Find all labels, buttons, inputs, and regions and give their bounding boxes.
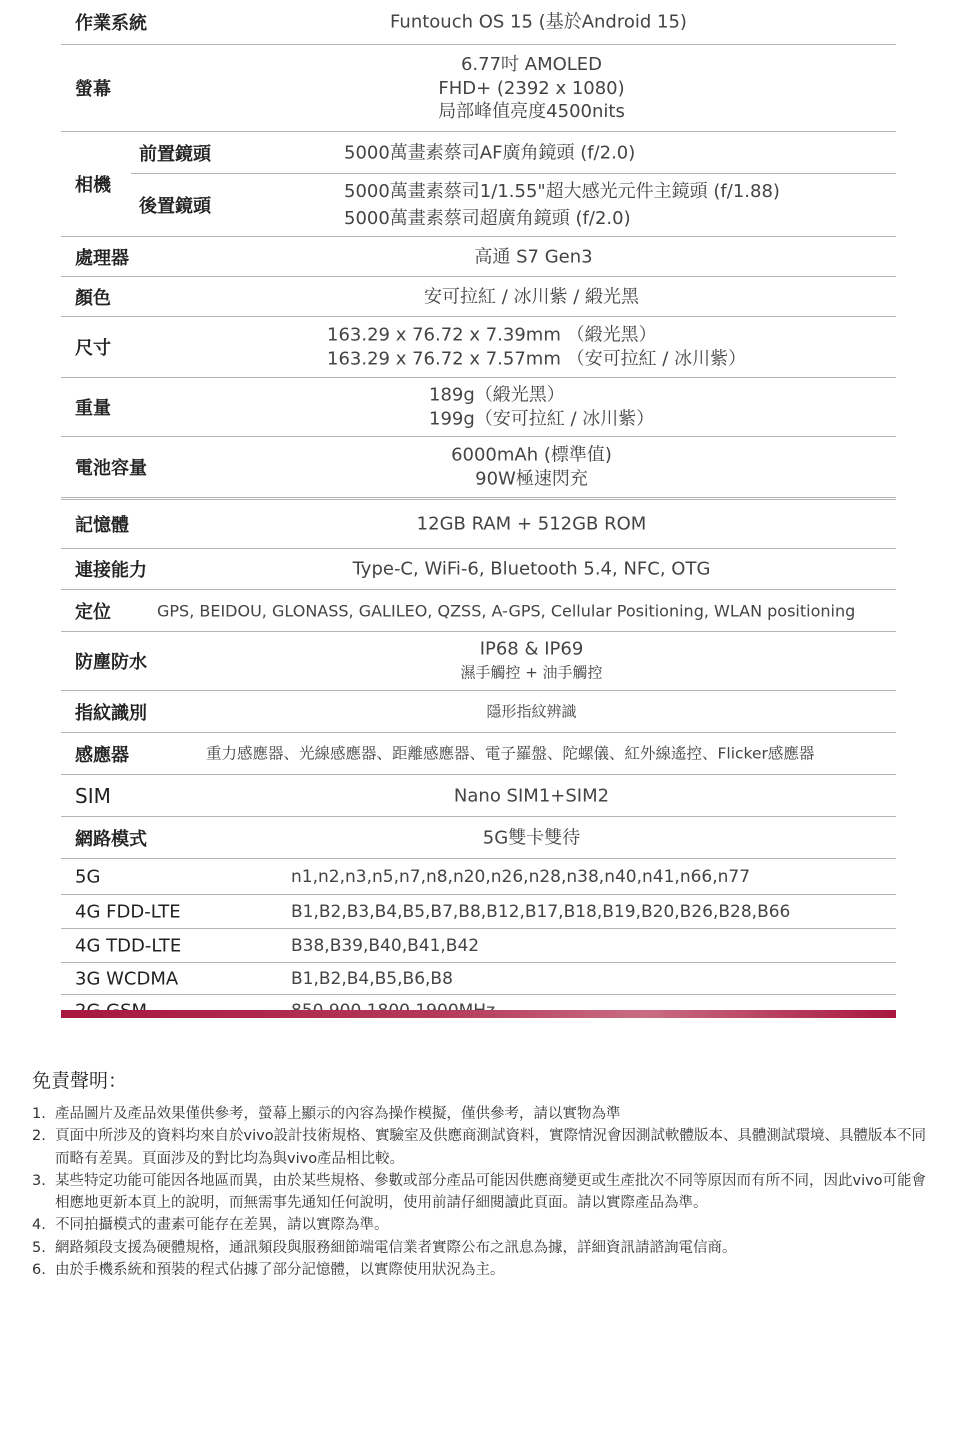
spec-label: 連接能力	[75, 560, 147, 581]
band-label: 5G	[75, 866, 101, 887]
spec-row-screen	[61, 45, 896, 132]
disclaimer-item-number: 2.	[32, 1128, 46, 1145]
weight-line: 189g（緞光黑）	[429, 384, 565, 406]
spec-value	[61, 638, 896, 685]
spec-row-fingerprint	[61, 691, 896, 733]
disclaimer-item-number: 6.	[32, 1262, 46, 1279]
band-row-4g-tdd	[61, 929, 896, 963]
disclaimer-item-text: 網路頻段支援為硬體規格，通訊頻段與服務細節端電信業者實際公布之訊息為據，詳細資訊請諮詢電信商。	[55, 1239, 737, 1256]
disclaimer-item-number: 4.	[32, 1217, 46, 1234]
spec-row-processor	[61, 237, 896, 277]
spec-row-size	[61, 317, 896, 378]
spec-row-sensors	[61, 733, 896, 775]
spec-value: 5G雙卡雙待	[482, 826, 581, 848]
disclaimer-item-text: 頁面中所涉及的資料均來自於vivo設計技術規格、實驗室及供應商測試資料，實際情況會因測試軟體版本、具體測試環境、具體版本不同而略有差異。頁面涉及的對比均為與vivo產品相比較。	[55, 1128, 927, 1167]
disclaimer-item-number: 1.	[32, 1106, 46, 1122]
spec-label: 網路模式	[75, 828, 147, 850]
disclaimer-item-text: 某些特定功能可能因各地區而異，由於某些規格、參數或部分產品可能因供應商變更或生產批次不同等原因而有所不同，因此vivo可能會相應地更新本頁上的說明，而無需事先通知任何說明，使用前請仔細閱讀此頁面。請以實際產品為準。	[55, 1172, 927, 1212]
disclaimer-item	[32, 1259, 937, 1281]
disclaimer-item	[32, 1237, 937, 1259]
spec-label: 防塵防水	[75, 652, 147, 673]
band-label: 3G WCDMA	[75, 968, 179, 989]
accent-bar	[61, 1010, 896, 1018]
band-row-3g	[61, 963, 896, 995]
disclaimer-title: 免責聲明：	[32, 1070, 128, 1092]
battery-line: 6000mAh (標準值)	[451, 444, 612, 466]
spec-row-camera	[61, 132, 896, 237]
waterproof-line: IP68 & IP69	[479, 638, 584, 660]
spec-row-connectivity	[61, 549, 896, 590]
spec-value: 重力感應器、光線感應器、距離感應器、電子羅盤、陀螺儀、紅外線遙控、Flicker感應器	[206, 743, 815, 762]
spec-value	[327, 324, 896, 371]
band-value: B1,B2,B3,B4,B5,B7,B8,B12,B17,B18,B19,B20,B26,B28,B66	[291, 901, 791, 922]
disclaimer-item	[32, 1214, 937, 1236]
weight-line: 199g（安可拉紅 / 冰川紫）	[429, 408, 655, 429]
disclaimer-item-text: 產品圖片及產品效果僅供參考，螢幕上顯示的內容為操作模擬，僅供參考，請以實物為準	[55, 1106, 621, 1122]
band-label: 4G TDD-LTE	[75, 935, 182, 956]
spec-row-memory	[61, 500, 896, 549]
spec-label: SIM	[75, 783, 111, 808]
spec-label: 作業系統	[75, 13, 147, 34]
size-line: 163.29 x 76.72 x 7.39mm （緞光黑）	[327, 324, 657, 346]
disclaimer-item	[32, 1103, 937, 1125]
screen-line: FHD+ (2392 x 1080)	[438, 77, 625, 99]
spec-label: 感應器	[75, 744, 129, 766]
battery-line: 90W極速閃充	[475, 468, 588, 489]
spec-table	[61, 0, 896, 1027]
disclaimer-item-number: 3.	[32, 1172, 46, 1189]
spec-value: 隱形指紋辨識	[486, 701, 577, 720]
screen-line: 6.77吋 AMOLED	[460, 53, 603, 75]
spec-row-waterproof	[61, 632, 896, 691]
spec-label: 指紋識別	[75, 702, 147, 724]
disclaimer-item-text: 不同拍攝模式的畫素可能存在差異，請以實際為準。	[55, 1217, 389, 1234]
spec-value	[61, 444, 896, 491]
spec-value	[61, 53, 896, 124]
spec-label: 顏色	[75, 287, 111, 309]
band-row-5g	[61, 859, 896, 895]
camera-front-label: 前置鏡頭	[139, 143, 211, 165]
disclaimer-item-text: 由於手機系統和預裝的程式佔據了部分記憶體，以實際使用狀況為主。	[55, 1262, 505, 1279]
spec-label: 尺寸	[75, 338, 111, 359]
spec-value: Nano SIM1+SIM2	[453, 784, 610, 806]
spec-row-battery	[61, 437, 896, 500]
disclaimer-item	[32, 1125, 937, 1170]
spec-label: 定位	[75, 601, 111, 623]
size-line: 163.29 x 76.72 x 7.57mm （安可拉紅 / 冰川紫）	[327, 348, 747, 369]
spec-label: 電池容量	[75, 458, 147, 479]
camera-rear-value	[344, 178, 780, 232]
band-value: B1,B2,B4,B5,B6,B8	[291, 968, 453, 989]
disclaimer-item	[32, 1170, 937, 1215]
rear-line: 5000萬畫素蔡司1/1.55"超大感光元件主鏡頭 (f/1.88)	[344, 181, 780, 202]
spec-row-network	[61, 817, 896, 859]
spec-value: 12GB RAM + 512GB ROM	[416, 513, 647, 535]
disclaimer-list	[32, 1103, 937, 1281]
spec-value: GPS, BEIDOU, GLONASS, GALILEO, QZSS, A-GPS, Cellular Positioning, WLAN positioning	[157, 600, 856, 620]
spec-value: Type-C, WiFi-6, Bluetooth 5.4, NFC, OTG	[352, 558, 711, 580]
spec-row-color	[61, 277, 896, 317]
camera-front	[131, 132, 896, 174]
camera-front-value: 5000萬畫素蔡司AF廣角鏡頭 (f/2.0)	[344, 142, 636, 163]
band-label: 4G FDD-LTE	[75, 901, 181, 922]
band-value: n1,n2,n3,n5,n7,n8,n20,n26,n28,n38,n40,n41,n66,n77	[291, 866, 751, 887]
camera-rear-label: 後置鏡頭	[139, 196, 211, 217]
spec-label: 相機	[75, 175, 111, 196]
band-value: B38,B39,B40,B41,B42	[291, 935, 480, 956]
band-row-4g-fdd	[61, 895, 896, 929]
spec-value: 安可拉紅 / 冰川紫 / 緞光黑	[423, 285, 639, 307]
spec-row-sim	[61, 775, 896, 817]
spec-value	[429, 384, 896, 431]
spec-value: Funtouch OS 15 (基於Android 15)	[390, 11, 687, 33]
spec-label: 記憶體	[75, 515, 129, 536]
spec-row-os	[61, 0, 896, 45]
camera-rear	[131, 174, 896, 236]
disclaimer-item-number: 5.	[32, 1239, 46, 1256]
spec-label: 螢幕	[75, 79, 111, 100]
spec-value: 高通 S7 Gen3	[474, 245, 593, 267]
spec-label: 處理器	[75, 247, 129, 269]
spec-row-positioning	[61, 590, 896, 632]
rear-line: 5000萬畫素蔡司超廣角鏡頭 (f/2.0)	[344, 208, 631, 229]
waterproof-line: 濕手觸控 + 油手觸控	[460, 663, 603, 681]
spec-label: 重量	[75, 398, 111, 419]
spec-row-weight	[61, 378, 896, 437]
screen-line: 局部峰值亮度4500nits	[438, 100, 625, 122]
